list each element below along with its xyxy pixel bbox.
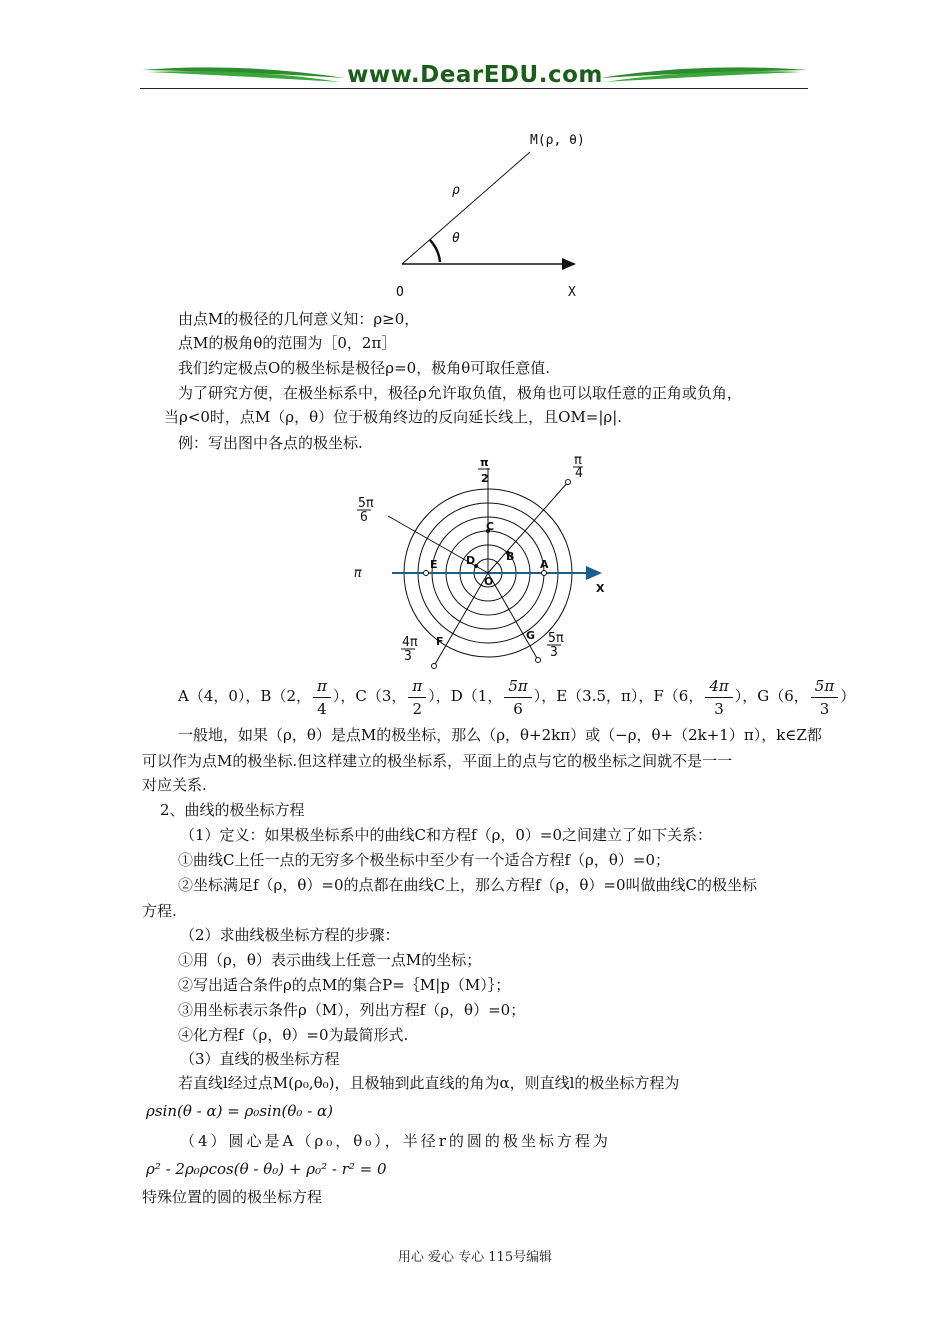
point-g-label: G	[526, 629, 536, 642]
text-line: ②写出适合条件ρ的点M的集合P=｛M|p（M）｝；	[178, 976, 511, 994]
origin-label: O	[396, 285, 404, 300]
header-rule	[140, 88, 808, 89]
polar-definition-figure	[390, 128, 620, 304]
text-line: 由点M的极径的几何意义知：ρ≥0，	[178, 310, 420, 328]
line-equation: ρsin(θ - α) = ρ₀sin(θ₀ - α)	[146, 1102, 334, 1120]
5pi-over-6-denominator: 6	[360, 510, 368, 525]
radius-ray	[402, 152, 530, 264]
pi-over-2-numerator: π	[480, 456, 489, 469]
angle-arc	[430, 240, 440, 262]
text-line: （1）定义：如果极坐标系中的曲线C和方程f（ρ，0）=0之间建立了如下关系：	[180, 826, 713, 844]
text-line: 一般地，如果（ρ，θ）是点M的极坐标，那么（ρ，θ+2kπ）或（−ρ，θ+（2k+1）π），k∈Z都	[178, 726, 822, 744]
x-axis-label: X	[596, 582, 605, 595]
text-line: 方程.	[142, 902, 177, 920]
text-line: ③用坐标表示条件ρ（M），列出方程f（ρ，θ）=0；	[178, 1001, 526, 1019]
text-line: （4）圆心是A（ρ₀，θ₀），半径r的圆的极坐标方程为	[180, 1132, 611, 1150]
text-line: 为了研究方便，在极坐标系中，极径ρ允许取负值，极角也可以取任意的正角或负角，	[178, 384, 742, 402]
page-footer: 用心 爱心 专心 115号编辑	[397, 1250, 553, 1265]
circle-equation: ρ² - 2ρ₀ρcos(θ - θ₀) + ρ₀² - r² = 0	[146, 1160, 387, 1178]
text-line: 若直线l经过点M(ρ₀,θ₀)，且极轴到此直线的角为α，则直线l的极坐标方程为	[178, 1074, 680, 1092]
text-line: 可以作为点M的极坐标.但这样建立的极坐标系，平面上的点与它的极坐标之间就不是一一	[142, 752, 733, 770]
point-c-label: C	[486, 520, 495, 533]
section-title: 2、曲线的极坐标方程	[160, 801, 305, 819]
answer-line: A（4，0），B（2， $\frac{\pi}{4}$ ），C（3， $\frac{\pi}{2}$ ），D（1， $\frac{5\pi}{6}$ ），E（3.5，π），F（6， $\frac{4\pi}{3}$ ），G（6， $\frac{5\pi}{3}$ ）	[178, 676, 856, 718]
site-logo-text[interactable]: www.DearEDU.com	[347, 62, 603, 88]
text-line: ①曲线C上任一点的无穷多个极坐标中至少有一个适合方程f（ρ，θ）=0；	[178, 851, 670, 869]
text-line: 特殊位置的圆的极坐标方程	[142, 1188, 323, 1206]
point-b-label: B	[506, 550, 515, 563]
text-line: 我们约定极点O的极坐标是极径ρ=0，极角θ可取任意值.	[178, 359, 551, 377]
pi-over-2-denominator: 2	[481, 472, 489, 485]
theta-label: θ	[452, 231, 460, 246]
pi-over-4-numerator: π	[574, 453, 582, 468]
text-line: ①用（ρ，θ）表示曲线上任意一点M的坐标；	[178, 951, 482, 969]
4pi-over-3-numerator: 4π	[402, 635, 418, 650]
pi-label: π	[354, 566, 362, 581]
concentric-polar-grid	[340, 452, 620, 674]
pi-over-4-denominator: 4	[575, 466, 583, 481]
5pi-over-3-numerator: 5π	[548, 631, 564, 646]
point-m-label: M(ρ, θ)	[530, 133, 585, 148]
text-line: 点M的极角θ的范围为［0，2π］	[178, 334, 397, 352]
point-a-label: A	[540, 558, 549, 571]
point-e-label: E	[430, 558, 438, 571]
4pi-over-3-denominator: 3	[404, 649, 412, 664]
text-line: ④化方程f（ρ，θ）=0为最简形式.	[178, 1026, 409, 1044]
text-line: （2）求曲线极坐标方程的步骤：	[180, 926, 400, 944]
point-d-label: D	[466, 554, 476, 567]
text-line: 对应关系.	[142, 776, 207, 794]
text-line: （3）直线的极坐标方程	[180, 1050, 340, 1068]
text-line: 当ρ<0时，点M（ρ，θ）位于极角终边的反向延长线上，且OM=|ρ|.	[164, 408, 623, 426]
5pi-over-3-denominator: 3	[550, 645, 558, 660]
5pi-over-6-numerator: 5π	[358, 496, 374, 511]
text-line: 例：写出图中各点的极坐标.	[178, 434, 363, 452]
x-axis-label: X	[568, 285, 576, 300]
text-line: ②坐标满足f（ρ，θ）=0的点都在曲线C上，那么方程f（ρ，θ）=0叫做曲线C的极坐标	[178, 876, 757, 894]
point-o-label: O	[484, 575, 494, 588]
rho-label: ρ	[452, 183, 460, 198]
axis-arrow-icon	[562, 258, 576, 270]
axis-arrow-icon	[586, 566, 602, 580]
point-f-label: F	[436, 635, 444, 648]
